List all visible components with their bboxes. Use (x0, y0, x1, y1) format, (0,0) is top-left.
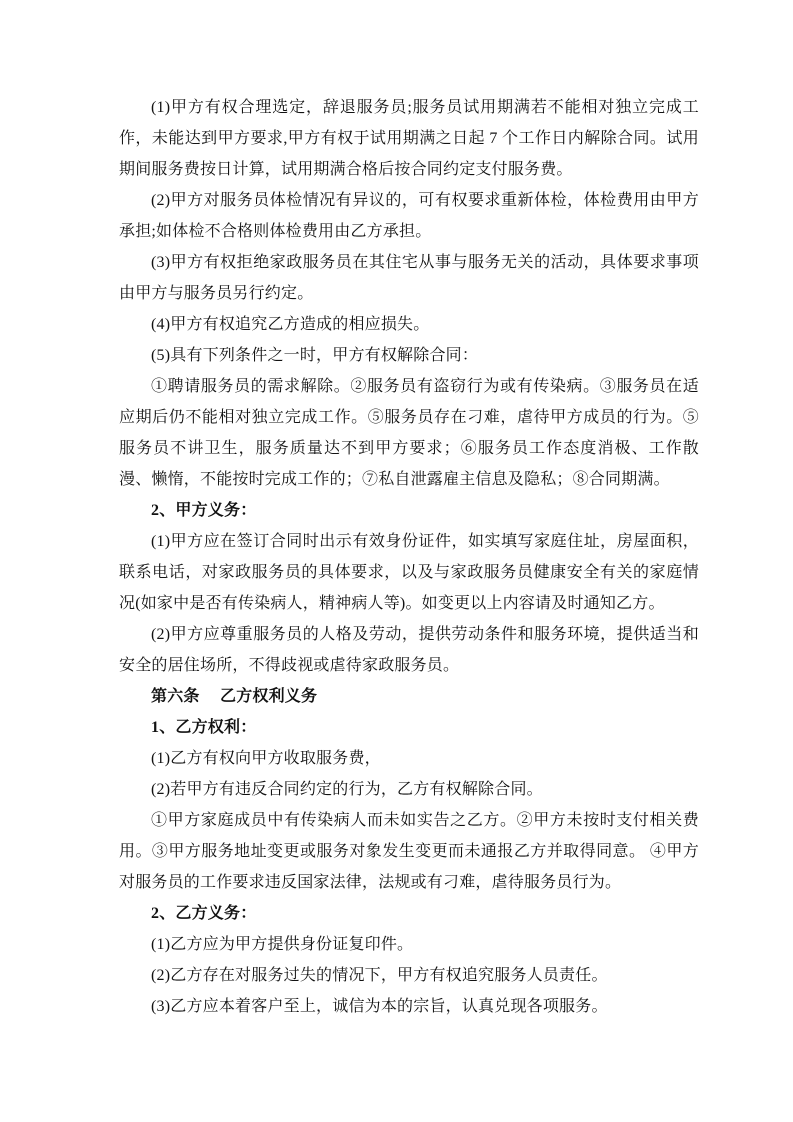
clause-paragraph: (2)甲方对服务员体检情况有异议的，可有权要求重新体检，体检费用由甲方承担;如体检不合格则体检费用由乙方承担。 (119, 192, 699, 240)
subsection-heading: 2、甲方义务： (151, 502, 257, 519)
clause-paragraph: (3)乙方应本着客户至上，诚信为本的宗旨，认真兑现各项服务。 (151, 998, 608, 1015)
clause-paragraph: (4)甲方有权追究乙方造成的相应损失。 (151, 316, 430, 333)
article-heading: 第六条 乙方权利义务 (151, 688, 318, 705)
subsection-heading: 2、乙方义务： (151, 905, 257, 922)
clause-paragraph: (5)具有下列条件之一时，甲方有权解除合同： (151, 347, 479, 364)
clause-list-paragraph: ①甲方家庭成员中有传染病人而未如实告之乙方。②甲方未按时支付相关费用。③甲方服务地址变更或服务对象发生变更而未通报乙方并取得同意。 ④甲方对服务员的工作要求违反国家法律，法规或有刁难，虐待服务员行为。 (119, 812, 699, 891)
clause-paragraph: (3)甲方有权拒绝家政服务员在其住宅从事与服务无关的活动，具体要求事项由甲方与服务员另行约定。 (119, 254, 699, 302)
clause-paragraph: (2)若甲方有违反合同约定的行为，乙方有权解除合同。 (151, 781, 543, 798)
clause-paragraph: (1)甲方有权合理选定，辞退服务员;服务员试用期满若不能相对独立完成工作，未能达到甲方要求,甲方有权于试用期满之日起 7 个工作日内解除合同。试用期间服务费按日计算，试用期满合格后按合同约定支付服务费。 (119, 99, 699, 178)
document-body (119, 92, 699, 1022)
clause-paragraph: (1)甲方应在签订合同时出示有效身份证件，如实填写家庭住址，房屋面积，联系电话，对家政服务员的具体要求，以及与家政服务员健康安全有关的家庭情况(如家中是否有传染病人，精神病人等)。如变更以上内容请及时通知乙方。 (119, 533, 699, 612)
clause-paragraph: (2)乙方存在对服务过失的情况下，甲方有权追究服务人员责任。 (151, 967, 608, 984)
clause-list-paragraph: ①聘请服务员的需求解除。②服务员有盗窃行为或有传染病。③服务员在适应期后仍不能相对独立完成工作。⑤服务员存在刁难，虐待甲方成员的行为。⑤服务员不讲卫生，服务质量达不到甲方要求；⑥服务员工作态度消极、工作散漫、懒惰，不能按时完成工作的；⑦私自泄露雇主信息及隐私；⑧合同期满。 (119, 378, 699, 488)
clause-paragraph: (2)甲方应尊重服务员的人格及劳动，提供劳动条件和服务环境，提供适当和安全的居住场所，不得歧视或虐待家政服务员。 (119, 626, 699, 674)
clause-paragraph: (1)乙方有权向甲方收取服务费， (151, 750, 381, 767)
subsection-heading: 1、乙方权利： (151, 719, 257, 736)
clause-paragraph: (1)乙方应为甲方提供身份证复印件。 (151, 936, 414, 953)
